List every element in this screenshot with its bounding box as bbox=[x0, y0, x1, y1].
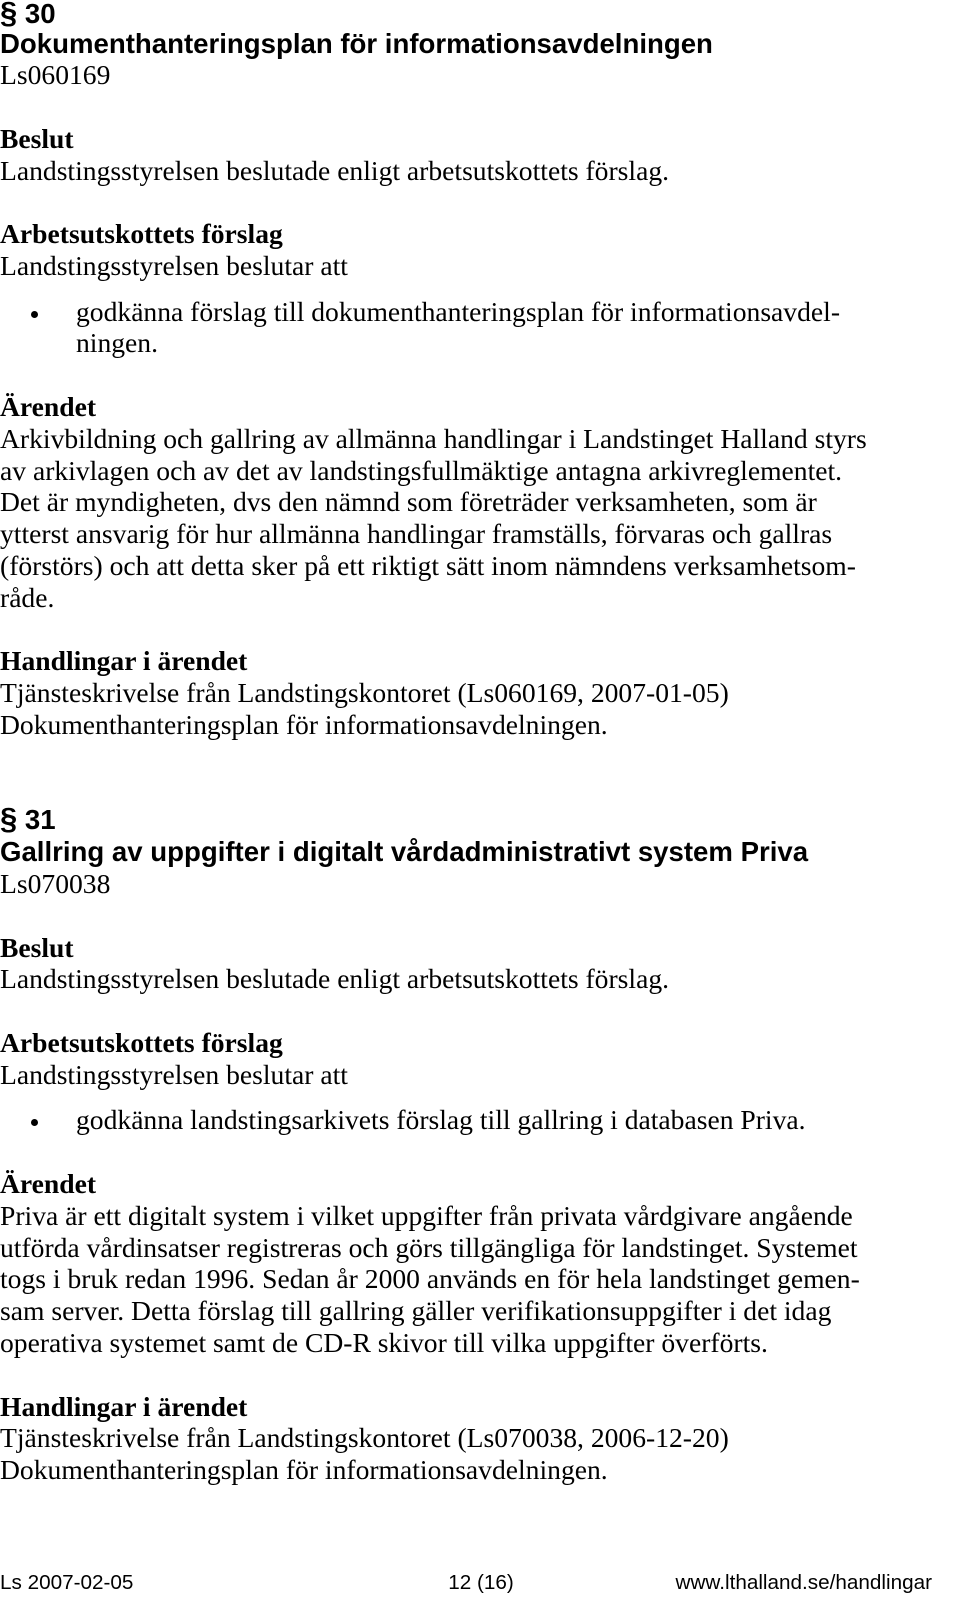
case-description-line: sam server. Detta förslag till gallring gäller verifikationsuppgifter i det idag bbox=[0, 1295, 832, 1327]
proposal-list bbox=[0, 1104, 960, 1136]
proposal-item bbox=[0, 1104, 960, 1136]
section-number: 30 bbox=[24, 0, 56, 29]
proposal-item-line: godkänna landstingsarkivets förslag till gallring i databasen Priva. bbox=[76, 1104, 806, 1136]
section-number: 31 bbox=[24, 804, 56, 836]
document-item: Tjänsteskrivelse från Landstingskontoret (Ls060169, 2007-01-05) bbox=[0, 677, 729, 709]
decision-heading: Beslut bbox=[0, 931, 74, 963]
section-mark: § bbox=[0, 801, 18, 837]
document-item: Dokumenthanteringsplan för informationsavdelningen. bbox=[0, 709, 608, 741]
case-reference: Ls070038 bbox=[0, 868, 111, 900]
case-description-line: Priva är ett digitalt system i vilket uppgifter från privata vårdgivare angående bbox=[0, 1199, 853, 1231]
footer-date: Ls 2007-02-05 bbox=[0, 1571, 134, 1594]
case-heading: Ärendet bbox=[0, 391, 97, 423]
section-title: Dokumenthanteringsplan för informationsavdelningen bbox=[0, 27, 713, 59]
proposal-item-line: godkänna förslag till dokumenthanteringsplan för informationsavdel- bbox=[76, 295, 841, 327]
bullet-icon bbox=[31, 1119, 38, 1126]
section-number-line bbox=[0, 801, 960, 837]
case-reference: Ls060169 bbox=[0, 59, 111, 91]
proposal-intro: Landstingsstyrelsen beslutar att bbox=[0, 250, 348, 282]
bullet-icon bbox=[31, 311, 38, 318]
case-description-line: Arkivbildning och gallring av allmänna handlingar i Landstinget Halland styrs bbox=[0, 422, 867, 454]
documents-heading: Handlingar i ärendet bbox=[0, 1390, 248, 1422]
case-description-line: (förstörs) och att detta sker på ett riktigt sätt inom nämndens verksamhetsom- bbox=[0, 550, 856, 582]
document-item: Dokumenthanteringsplan för informationsavdelningen. bbox=[0, 1454, 608, 1486]
case-description-line: av arkivlagen och av det av landstingsfullmäktige antagna arkivreglementet. bbox=[0, 454, 843, 486]
case-description-line: utförda vårdinsatser registreras och görs tillgängliga för landstinget. Systemet bbox=[0, 1231, 858, 1263]
section-31 bbox=[0, 801, 960, 1486]
section-mark: § bbox=[0, 0, 18, 30]
case-description-line: råde. bbox=[0, 581, 55, 613]
case-heading: Ärendet bbox=[0, 1167, 97, 1199]
case-description-line: Det är myndigheten, dvs den nämnd som företräder verksamheten, som är bbox=[0, 486, 817, 518]
proposal-item-line: ningen. bbox=[76, 327, 158, 359]
footer-page-number: 12 (16) bbox=[448, 1571, 514, 1594]
decision-text: Landstingsstyrelsen beslutade enligt arbetsutskottets förslag. bbox=[0, 154, 670, 186]
decision-heading: Beslut bbox=[0, 122, 74, 154]
section-number-line bbox=[0, 0, 960, 28]
proposal-intro: Landstingsstyrelsen beslutar att bbox=[0, 1058, 348, 1090]
page-footer bbox=[0, 1571, 960, 1595]
committee-proposal-heading: Arbetsutskottets förslag bbox=[0, 218, 283, 250]
section-title: Gallring av uppgifter i digitalt vårdadministrativt system Priva bbox=[0, 836, 809, 868]
proposal-list bbox=[0, 296, 960, 360]
footer-url: www.lthalland.se/handlingar bbox=[675, 1571, 932, 1594]
decision-text: Landstingsstyrelsen beslutade enligt arbetsutskottets förslag. bbox=[0, 963, 670, 995]
case-description-line: ytterst ansvarig för hur allmänna handlingar framställs, förvaras och gallras bbox=[0, 518, 833, 550]
case-description-line: operativa systemet samt de CD-R skivor till vilka uppgifter överförts. bbox=[0, 1326, 768, 1358]
case-description-line: togs i bruk redan 1996. Sedan år 2000 används en för hela landstinget gemen- bbox=[0, 1263, 860, 1295]
documents-heading: Handlingar i ärendet bbox=[0, 645, 248, 677]
proposal-item bbox=[0, 296, 960, 360]
section-30 bbox=[0, 0, 960, 741]
committee-proposal-heading: Arbetsutskottets förslag bbox=[0, 1027, 283, 1058]
document-item: Tjänsteskrivelse från Landstingskontoret (Ls070038, 2006-12-20) bbox=[0, 1422, 729, 1454]
